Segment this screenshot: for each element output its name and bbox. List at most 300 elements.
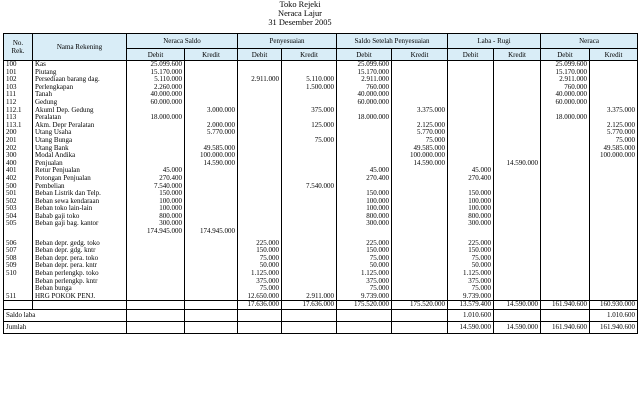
cell [185,322,238,334]
amount-cell [494,84,541,92]
amount-cell [590,190,638,198]
amount-cell [590,61,638,69]
account-row [4,137,638,145]
amount-cell: 225.000 [448,240,494,248]
amount-cell: 14.590.000 [494,160,541,168]
amount-cell [494,175,541,183]
amount-cell [541,152,590,160]
amount-cell [337,129,392,137]
account-number: 201 [4,137,33,145]
account-number: 400 [4,160,33,168]
account-name: Utang Usaha [33,129,127,137]
amount-cell [185,198,238,206]
amount-cell [448,76,494,84]
amount-cell [127,152,185,160]
account-row [4,213,638,221]
header-debit: Debit [238,49,282,61]
amount-cell [392,175,448,183]
amount-cell [282,160,337,168]
cell [282,322,337,334]
amount-cell: 150.000 [448,190,494,198]
amount-cell [494,137,541,145]
amount-cell: 9.739.000 [448,293,494,301]
amount-cell [541,262,590,270]
account-number: 112 [4,99,33,107]
cell [282,310,337,322]
jumlah-label: Jumlah [4,322,127,334]
amount-cell [238,175,282,183]
account-name: Beban depr. pera. kntr [33,262,127,270]
account-number [4,278,33,286]
account-number: 202 [4,145,33,153]
account-name: Beban depr. pera. toko [33,255,127,263]
amount-cell [238,129,282,137]
amount-cell [448,137,494,145]
header-debit: Debit [127,49,185,61]
amount-cell [185,278,238,286]
amount-cell [590,84,638,92]
amount-cell: 7.540.000 [282,183,337,191]
amount-cell [590,285,638,293]
amount-cell: 25.099.600 [337,61,392,69]
amount-cell [185,190,238,198]
header-kredit: Kredit [392,49,448,61]
amount-cell [448,107,494,115]
amount-cell: 2.000.000 [185,122,238,130]
cell: 1.010.600 [448,310,494,322]
amount-cell [238,152,282,160]
amount-cell: 100.000 [337,198,392,206]
amount-cell [392,247,448,255]
amount-cell [185,69,238,77]
amount-cell: 3.375.000 [590,107,638,115]
account-name: Beban depr. gedg. toko [33,240,127,248]
amount-cell [590,198,638,206]
cell [337,322,392,334]
amount-cell [392,84,448,92]
amount-cell: 40.000.000 [541,91,590,99]
amount-cell [185,76,238,84]
header-kredit: Kredit [494,49,541,61]
amount-cell: 800.000 [127,213,185,221]
account-name: Persediaan barang dag. [33,76,127,84]
amount-cell [494,107,541,115]
amount-cell [238,61,282,69]
amount-cell: 225.000 [337,240,392,248]
amount-cell: 60.000.000 [127,99,185,107]
amount-cell [494,270,541,278]
amount-cell: 175.520.000 [392,301,448,310]
amount-cell [282,247,337,255]
amount-cell [494,213,541,221]
amount-cell: 300.000 [127,220,185,228]
amount-cell: 1.125.000 [337,270,392,278]
amount-cell: 75.000 [392,137,448,145]
amount-cell [392,240,448,248]
amount-cell [590,91,638,99]
amount-cell [541,255,590,263]
amount-cell [448,114,494,122]
amount-cell [238,84,282,92]
account-name: Potongan Penjualan [33,175,127,183]
amount-cell [392,76,448,84]
amount-cell: 75.000 [238,285,282,293]
amount-cell [392,270,448,278]
account-row [4,198,638,206]
amount-cell: 75.000 [238,255,282,263]
amount-cell [448,99,494,107]
amount-cell [185,213,238,221]
amount-cell [238,91,282,99]
cell [392,310,448,322]
account-number: 510 [4,270,33,278]
account-number: 113 [4,114,33,122]
amount-cell [282,220,337,228]
jumlah-row [4,322,638,334]
account-row [4,122,638,130]
amount-cell [494,240,541,248]
amount-cell [127,240,185,248]
amount-cell: 75.000 [337,255,392,263]
amount-cell [127,122,185,130]
account-name: Beban perlengkp. toko [33,270,127,278]
amount-cell: 1.125.000 [448,270,494,278]
amount-cell [448,61,494,69]
amount-cell [494,285,541,293]
amount-cell: 2.911.000 [238,76,282,84]
amount-cell [127,270,185,278]
amount-cell [494,129,541,137]
amount-cell [282,205,337,213]
amount-cell [494,76,541,84]
account-name: Kas [33,61,127,69]
amount-cell [238,137,282,145]
amount-cell [238,220,282,228]
amount-cell [127,293,185,301]
amount-cell: 150.000 [337,190,392,198]
amount-cell [590,228,638,236]
amount-cell: 760.000 [541,84,590,92]
amount-cell: 150.000 [127,190,185,198]
amount-cell [238,213,282,221]
amount-cell [590,205,638,213]
amount-cell [185,205,238,213]
account-row [4,255,638,263]
amount-cell [238,183,282,191]
amount-cell [392,190,448,198]
saldo-laba-label: Saldo laba [4,310,127,322]
amount-cell [185,91,238,99]
amount-cell [494,167,541,175]
cell [494,310,541,322]
amount-cell [185,61,238,69]
amount-cell: 2.125.000 [590,122,638,130]
amount-cell [541,122,590,130]
amount-cell [238,160,282,168]
amount-cell [541,213,590,221]
amount-cell: 45.000 [337,167,392,175]
account-number: 501 [4,190,33,198]
amount-cell: 150.000 [448,247,494,255]
account-row [4,240,638,248]
amount-cell [282,270,337,278]
cell [127,310,185,322]
amount-cell [590,247,638,255]
amount-cell [282,278,337,286]
amount-cell [337,228,392,236]
cell [238,322,282,334]
amount-cell [127,262,185,270]
amount-cell: 40.000.000 [127,91,185,99]
amount-cell: 15.170.000 [541,69,590,77]
amount-cell [494,61,541,69]
amount-cell [392,213,448,221]
amount-cell: 18.000.000 [541,114,590,122]
header-nama-rekening: Nama Rekening [33,34,127,61]
amount-cell [282,213,337,221]
account-row [4,84,638,92]
amount-cell: 174.945.000 [185,228,238,236]
amount-cell [238,228,282,236]
amount-cell: 150.000 [238,247,282,255]
amount-cell: 100.000.000 [392,152,448,160]
amount-cell: 1.125.000 [238,270,282,278]
worksheet-table [3,33,638,334]
amount-cell [392,61,448,69]
account-number: 402 [4,175,33,183]
header-no-rek: No. Rek. [4,34,33,61]
amount-cell: 17.636.000 [282,301,337,310]
amount-cell [392,167,448,175]
amount-cell [541,240,590,248]
amount-cell [127,301,185,310]
amount-cell: 375.000 [282,107,337,115]
cell [238,310,282,322]
amount-cell [392,262,448,270]
amount-cell [127,145,185,153]
amount-cell [590,255,638,263]
amount-cell [590,167,638,175]
amount-cell: 75.000 [590,137,638,145]
account-number: 200 [4,129,33,137]
amount-cell [541,129,590,137]
cell [127,322,185,334]
amount-cell [392,183,448,191]
amount-cell [392,220,448,228]
amount-cell [448,228,494,236]
amount-cell [494,145,541,153]
amount-cell [127,278,185,286]
account-name: Beban Listrik dan Telp. [33,190,127,198]
amount-cell [282,240,337,248]
account-number: 508 [4,255,33,263]
amount-cell [392,285,448,293]
header-laba-rugi: Laba - Rugi [448,34,541,49]
amount-cell [590,220,638,228]
saldo-laba-row [4,310,638,322]
amount-cell [448,152,494,160]
account-number: 503 [4,205,33,213]
account-name: Retur Penjualan [33,167,127,175]
account-name: Beban gaji bag. kantor [33,220,127,228]
amount-cell: 161.940.600 [541,301,590,310]
amount-cell [127,129,185,137]
amount-cell [238,205,282,213]
amount-cell [541,198,590,206]
amount-cell [494,247,541,255]
amount-cell [448,69,494,77]
amount-cell [448,122,494,130]
amount-cell [541,247,590,255]
account-name: HRG POKOK PENJ. [33,293,127,301]
amount-cell [494,114,541,122]
account-name: Beban bunga [33,285,127,293]
amount-cell: 375.000 [448,278,494,286]
amount-cell: 800.000 [337,213,392,221]
amount-cell [541,175,590,183]
amount-cell [185,255,238,263]
amount-cell [590,213,638,221]
amount-cell [238,198,282,206]
amount-cell [590,183,638,191]
amount-cell: 2.911.000 [541,76,590,84]
account-number: 506 [4,240,33,248]
amount-cell: 5.110.000 [282,76,337,84]
amount-cell [238,99,282,107]
amount-cell [541,137,590,145]
account-name: Beban sewa kendaraan [33,198,127,206]
amount-cell [541,183,590,191]
account-number: 504 [4,213,33,221]
amount-cell: 12.650.000 [238,293,282,301]
amount-cell: 7.540.000 [127,183,185,191]
account-name [33,301,127,310]
amount-cell: 100.000 [448,198,494,206]
amount-cell: 160.930.000 [590,301,638,310]
amount-cell: 13.579.400 [448,301,494,310]
account-number: 112.1 [4,107,33,115]
amount-cell [590,160,638,168]
account-name: Utang Bank [33,145,127,153]
cell: 14.590.000 [448,322,494,334]
amount-cell [494,91,541,99]
amount-cell [238,190,282,198]
amount-cell [185,240,238,248]
cell: 1.010.600 [590,310,638,322]
amount-cell [282,91,337,99]
account-row [4,270,638,278]
header-debit: Debit [337,49,392,61]
amount-cell: 49.585.000 [185,145,238,153]
amount-cell: 9.739.000 [337,293,392,301]
amount-cell: 150.000 [337,247,392,255]
amount-cell [590,240,638,248]
amount-cell: 5.770.000 [185,129,238,137]
header-debit: Debit [541,49,590,61]
amount-cell: 25.099.600 [127,61,185,69]
amount-cell: 60.000.000 [541,99,590,107]
account-name: Pembelian [33,183,127,191]
account-name: Beban toko lain-lain [33,205,127,213]
amount-cell [238,114,282,122]
amount-cell [337,152,392,160]
account-name: Akuml Dep. Gedung [33,107,127,115]
amount-cell [238,122,282,130]
amount-cell [590,69,638,77]
amount-cell [392,228,448,236]
amount-cell [494,262,541,270]
account-row [4,160,638,168]
amount-cell: 50.000 [238,262,282,270]
account-name: Babab gaji toko [33,213,127,221]
amount-cell [282,152,337,160]
amount-cell: 174.945.000 [127,228,185,236]
account-name: Piutang [33,69,127,77]
amount-cell: 2.911.000 [282,293,337,301]
amount-cell [541,190,590,198]
account-row [4,145,638,153]
amount-cell [185,183,238,191]
amount-cell [185,262,238,270]
amount-cell [541,167,590,175]
account-name: Tanah [33,91,127,99]
account-name: Beban depr. gdg. kntr [33,247,127,255]
amount-cell [337,137,392,145]
amount-cell: 18.000.000 [127,114,185,122]
amount-cell: 40.000.000 [337,91,392,99]
amount-cell [185,247,238,255]
amount-cell [590,270,638,278]
amount-cell [282,255,337,263]
account-name: Modal Andika [33,152,127,160]
amount-cell: 14.590.000 [494,301,541,310]
amount-cell [541,205,590,213]
header-neraca: Neraca [541,34,638,49]
amount-cell [127,137,185,145]
amount-cell: 270.400 [448,175,494,183]
header-saldo-setelah-penyesuaian: Saldo Setelah Penyesuaian [337,34,448,49]
amount-cell: 100.000 [127,205,185,213]
amount-cell: 300.000 [448,220,494,228]
amount-cell [238,167,282,175]
amount-cell: 15.170.000 [337,69,392,77]
amount-cell [541,285,590,293]
amount-cell [448,84,494,92]
account-number [4,301,33,310]
cell [392,322,448,334]
amount-cell: 15.170.000 [127,69,185,77]
account-number: 101 [4,69,33,77]
amount-cell [590,76,638,84]
amount-cell: 14.590.000 [392,160,448,168]
account-row [4,107,638,115]
amount-cell: 50.000 [448,262,494,270]
account-name: Utang Bunga [33,137,127,145]
amount-cell [185,270,238,278]
amount-cell [392,205,448,213]
account-name: Gedung [33,99,127,107]
amount-cell: 175.520.000 [337,301,392,310]
cell: 161.940.600 [541,322,590,334]
amount-cell: 17.636.000 [238,301,282,310]
account-number: 509 [4,262,33,270]
amount-cell: 100.000 [127,198,185,206]
amount-cell [185,293,238,301]
amount-cell: 49.585.000 [392,145,448,153]
account-number: 511 [4,293,33,301]
amount-cell [238,145,282,153]
account-row [4,278,638,286]
